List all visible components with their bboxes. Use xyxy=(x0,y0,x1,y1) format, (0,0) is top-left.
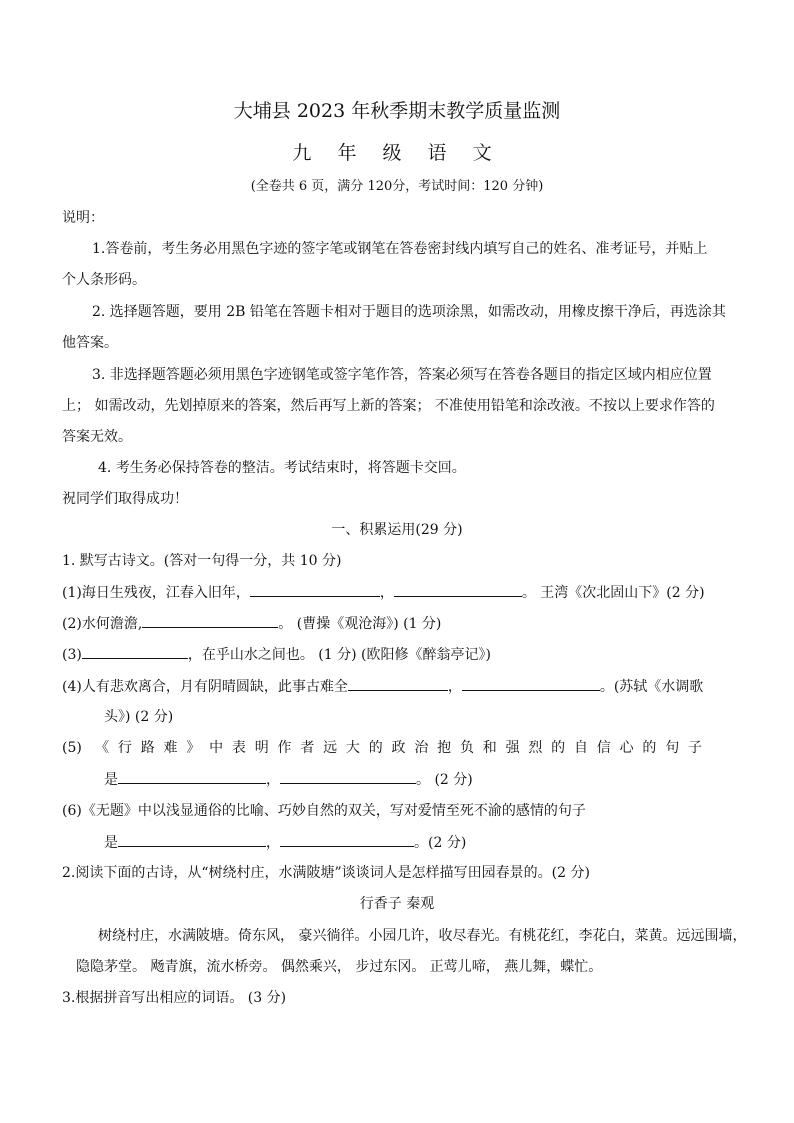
instructions-heading: 说明： xyxy=(62,210,104,226)
subject-title: 九 年 级 语 文 xyxy=(292,142,502,164)
question-3-stem: 3.根据拼音写出相应的词语。 (3 分) xyxy=(62,990,287,1006)
answer-blank[interactable] xyxy=(280,833,414,847)
question-1-stem: 1. 默写古诗文。(答对一句得一分，共 10 分) xyxy=(62,553,342,569)
poem-line-2: 隐隐茅堂。 飏青旗，流水桥旁。 偶然乘兴， 步过东冈。 正莺儿啼， 燕儿舞，蝶忙。 xyxy=(76,959,603,975)
instruction-3-line-3: 答案无效。 xyxy=(62,429,132,445)
answer-blank[interactable] xyxy=(142,614,278,628)
instruction-4: 4. 考生务必保持答卷的整洁。考试结束时，将答题卡交回。 xyxy=(98,460,466,476)
answer-blank[interactable] xyxy=(462,677,600,691)
exam-info: (全卷共 6 页，满分 120分，考试时间：120 分钟) xyxy=(250,179,544,194)
question-1-1: (1)海日生残夜，江春入旧年， ， 。 王湾《次北固山下》(2 分) xyxy=(62,585,705,601)
poem-title: 行香子 秦观 xyxy=(359,896,435,912)
answer-blank[interactable] xyxy=(118,770,266,784)
answer-blank[interactable] xyxy=(348,677,448,691)
section-1-heading: 一、积累运用(29 分) xyxy=(331,522,463,538)
instruction-3-line-1: 3. 非选择题答题必须用黑色字迹钢笔或签字笔作答，答案必须写在答卷各题目的指定区域内相应位置 xyxy=(92,367,712,383)
answer-blank[interactable] xyxy=(82,645,188,659)
question-1-4-cont: 头》) (2 分) xyxy=(104,709,174,725)
instruction-1-line-1: 1.答卷前，考生务必用黑色字迹的签字笔或钢笔在答卷密封线内填写自己的姓名、准考证号，并贴上 xyxy=(92,241,708,257)
question-1-5: (5) 《行路难》中表明作者远大的政治抱负和强烈的自信心的句子 xyxy=(62,740,702,756)
answer-blank[interactable] xyxy=(118,833,266,847)
question-1-6-cont: 是 ， 。(2 分) xyxy=(104,835,467,851)
question-1-2: (2)水何澹澹, 。 (曹操《观沧海》) (1 分) xyxy=(62,616,442,632)
answer-blank[interactable] xyxy=(394,583,522,597)
question-2-stem: 2.阅读下面的古诗，从“树绕村庄，水满陂塘”谈谈词人是怎样描写田园春景的。(2 分) xyxy=(62,865,590,881)
instruction-2-line-1: 2. 选择题答题，要用 2B 铅笔在答题卡相对于题目的选项涂黑，如需改动，用橡皮擦干净后，再选涂其 xyxy=(92,304,726,320)
instruction-3-line-2: 上； 如需改动，先划掉原来的答案，然后再写上新的答案； 不准使用铅笔和涂改液。不按以上要求作答的 xyxy=(62,398,715,414)
answer-blank[interactable] xyxy=(250,583,380,597)
instruction-2-line-2: 他答案。 xyxy=(62,335,118,351)
wish-text: 祝同学们取得成功！ xyxy=(62,491,188,507)
exam-title: 大埔县 2023 年秋季期末教学质量监测 xyxy=(233,100,561,122)
answer-blank[interactable] xyxy=(280,770,416,784)
instruction-1-line-2: 个人条形码。 xyxy=(62,272,146,288)
question-1-6: (6)《无题》中以浅显通俗的比喻、巧妙自然的双关，写对爱情至死不渝的感情的句子 xyxy=(62,803,586,819)
question-1-4: (4)人有悲欢离合，月有阴晴圆缺，此事古难全 ， 。(苏轼《水调歌 xyxy=(62,679,704,695)
poem-line-1: 树绕村庄，水满陂塘。倚东风， 豪兴徜徉。小园几许，收尽春光。有桃花红，李花白，菜黄。远远围墙， xyxy=(98,928,747,944)
question-1-3: (3) ，在乎山水之间也。 (1 分) (欧阳修《醉翁亭记》) xyxy=(62,647,491,663)
question-1-5-cont: 是 ， 。 (2 分) xyxy=(104,772,473,788)
